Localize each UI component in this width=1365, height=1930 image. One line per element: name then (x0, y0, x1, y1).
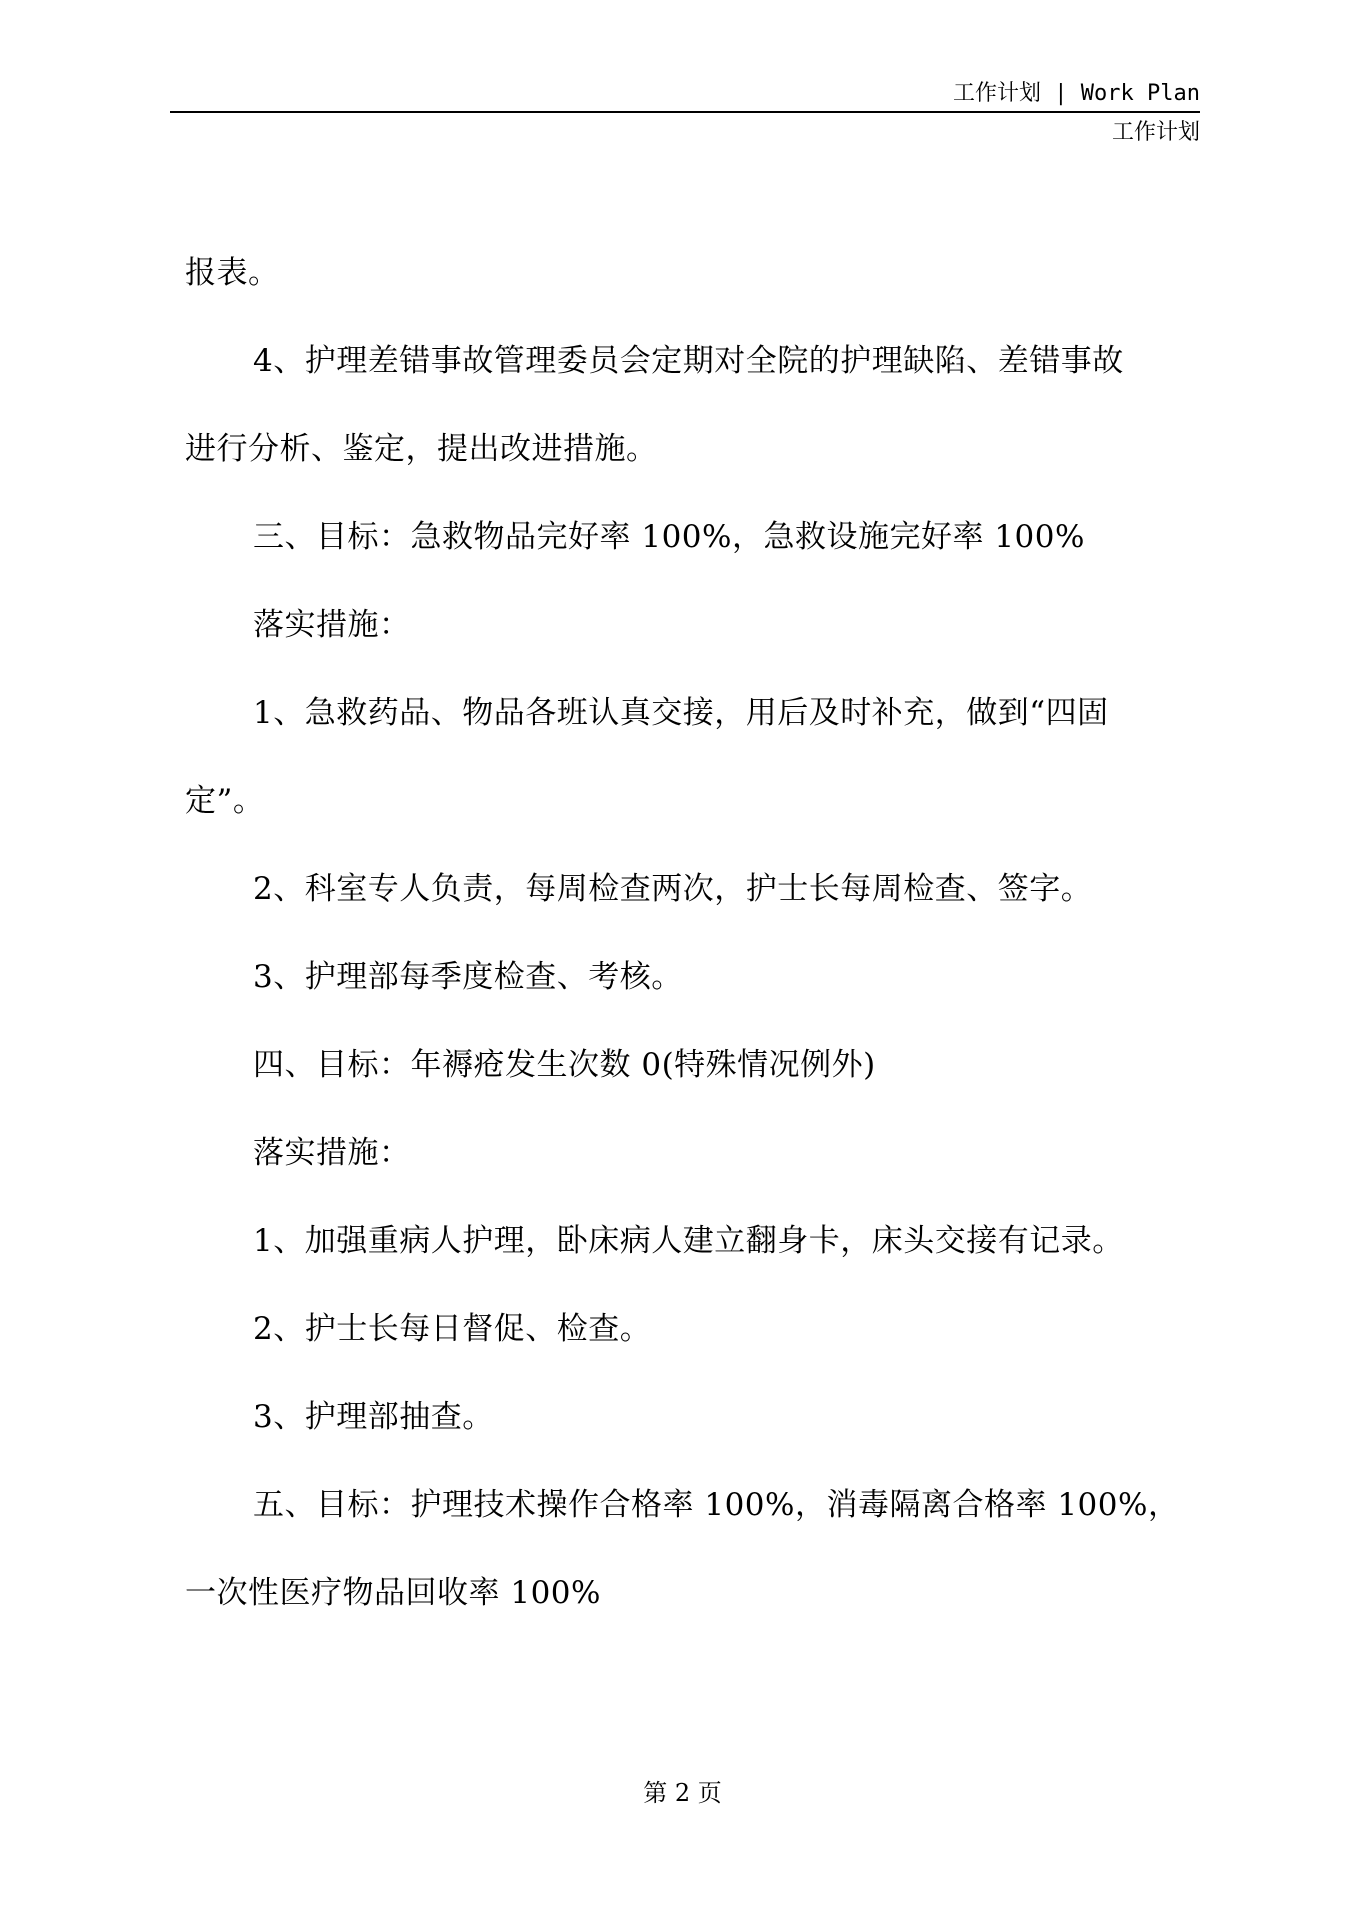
paragraph-line: 定”。 (185, 783, 265, 819)
document-body (185, 229, 1200, 1637)
paragraph-line: 4、护理差错事故管理委员会定期对全院的护理缺陷、差错事故 (253, 343, 1124, 379)
paragraph-line: 2、护士长每日督促、检查。 (253, 1311, 652, 1347)
paragraph-line: 落实措施： (253, 607, 411, 643)
paragraph-line: 报表。 (185, 255, 280, 291)
paragraph-line: 落实措施： (253, 1135, 411, 1171)
paragraph-line: 1、加强重病人护理，卧床病人建立翻身卡，床头交接有记录。 (253, 1223, 1124, 1259)
header-divider (170, 111, 1200, 113)
paragraph-line: 1、急救药品、物品各班认真交接，用后及时补充，做到“四固 (253, 695, 1109, 731)
paragraph-line: 3、护理部每季度检查、考核。 (253, 959, 683, 995)
section-heading: 四、目标：年褥疮发生次数 0(特殊情况例外) (253, 1047, 876, 1083)
page-number: 第 2 页 (643, 1779, 722, 1807)
paragraph-line: 2、科室专人负责，每周检查两次，护士长每周检查、签字。 (253, 871, 1093, 907)
page-header (170, 78, 1200, 148)
section-heading: 三、目标：急救物品完好率 100%，急救设施完好率 100% (253, 519, 1085, 555)
header-subtitle: 工作计划 (1111, 120, 1200, 145)
header-title: 工作计划 | Work Plan (953, 81, 1200, 106)
paragraph-line: 3、护理部抽查。 (253, 1399, 494, 1435)
paragraph-line: 一次性医疗物品回收率 100% (185, 1575, 601, 1611)
paragraph-line: 进行分析、鉴定，提出改进措施。 (185, 431, 658, 467)
section-heading: 五、目标：护理技术操作合格率 100%，消毒隔离合格率 100%， (253, 1487, 1180, 1523)
